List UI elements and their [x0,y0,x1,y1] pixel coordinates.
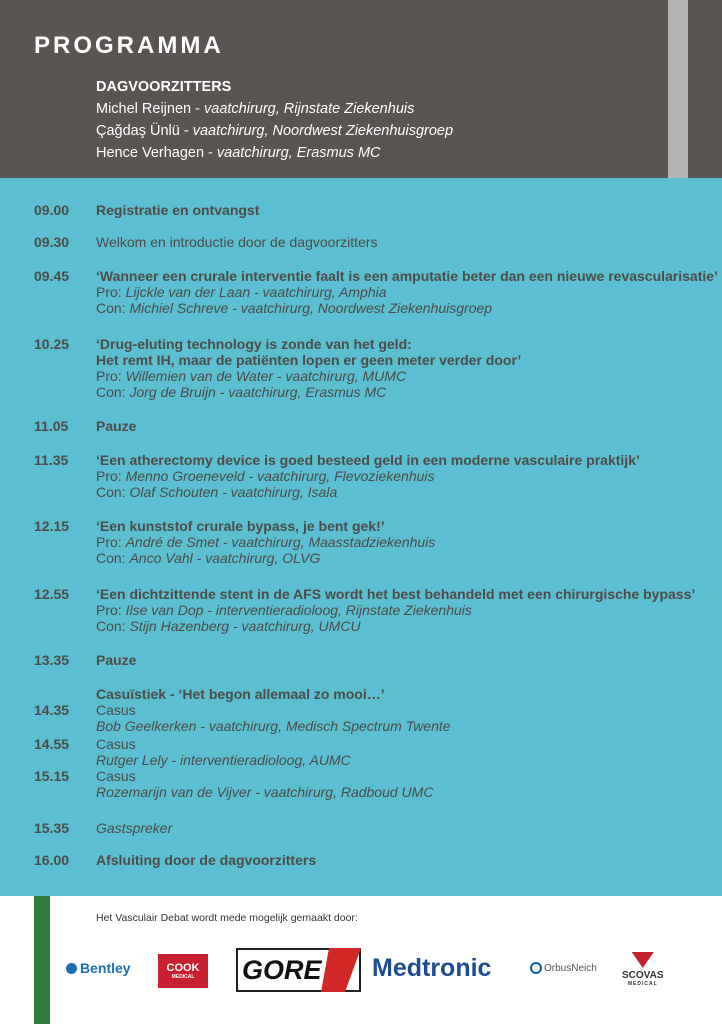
chair-role: vaatchirurg, Rijnstate Ziekenhuis [204,101,415,117]
pro-label: Pro: [96,368,122,384]
pro-speaker: Menno Groeneveld - vaatchirurg, Flevoziekenhuis [125,468,435,484]
gore-text: GORE [242,954,322,985]
con-label: Con: [96,384,126,400]
pro-line [96,602,706,618]
con-speaker: Jorg de Bruijn - vaatchirurg, Erasmus MC [129,384,387,400]
con-speaker: Olaf Schouten - vaatchirurg, Isala [129,484,338,500]
pro-speaker: Ilse van Dop - interventieradioloog, Rijnstate Ziekenhuis [125,602,472,618]
chair-name: Çağdaş Ünlü [96,123,180,139]
item-time: 12.55 [34,586,70,602]
pro-line [96,468,706,484]
cook-logo [158,954,208,988]
pro-speaker: André de Smet - vaatchirurg, Maasstadziekenhuis [125,534,436,550]
item-time: 14.35 [34,702,70,718]
case-label: Casus [96,736,136,752]
chairs-block [96,76,453,164]
header [0,0,722,178]
chair-item: Çağdaş Ünlü - vaatchirurg, Noordwest Ziekenhuisgroep [96,123,454,139]
chair-role: vaatchirurg, Erasmus MC [216,145,381,161]
item-title-line2: Het remt IH, maar de patiënten lopen er geen meter verder door’ [96,352,522,368]
pro-label: Pro: [96,284,122,300]
item-title: ‘Drug-eluting technology is zonde van het geld: [96,336,412,352]
pro-label: Pro: [96,602,122,618]
item-time: 09.45 [34,268,70,284]
bentley-text: Bentley [80,960,131,976]
pro-line [96,534,706,550]
con-label: Con: [96,618,126,634]
item-title: Pauze [96,418,137,434]
orbusneich-logo [530,962,597,974]
page-title: PROGRAMMA [34,32,224,59]
item-title: Afsluiting door de dagvoorzitters [96,852,317,868]
con-speaker: Anco Vahl - vaatchirurg, OLVG [129,550,321,566]
item-time: 13.35 [34,652,70,668]
con-speaker: Stijn Hazenberg - vaatchirurg, UMCU [129,618,361,634]
con-line [96,300,706,316]
case-speaker: Bob Geelkerken - vaatchirurg, Medisch Spectrum Twente [96,718,451,734]
item-time: 16.00 [34,852,70,868]
case-speaker: Rozemarijn van de Vijver - vaatchirurg, Radboud UMC [96,784,434,800]
gore-logo [236,948,361,992]
case-speaker: Rutger Lely - interventieradioloog, AUMC [96,752,351,768]
chair-name: Hence Verhagen [96,145,205,161]
gore-flag-icon [321,948,361,992]
chair-name: Michel Reijnen [96,101,192,117]
pro-label: Pro: [96,468,122,484]
case-header: Casuïstiek - ‘Het begon allemaal zo mooi…’ [96,686,385,702]
item-time: 11.05 [34,418,69,434]
item-title: ‘Een dichtzittende stent in de AFS wordt het best behandeld met een chirurgische bypass’ [96,586,696,602]
item-time: 10.25 [34,336,70,352]
case-label: Casus [96,768,136,784]
pro-speaker: Willemien van de Water - vaatchirurg, MUMC [125,368,407,384]
con-line [96,618,706,634]
item-title: Pauze [96,652,137,668]
scovas-mark-icon [632,952,654,968]
item-time: 09.00 [34,202,70,218]
cook-sub-text: MEDICAL [171,973,195,980]
medtronic-logo: Medtronic [372,954,492,982]
pro-label: Pro: [96,534,122,550]
item-title: ‘Een kunststof crurale bypass, je bent gek!’ [96,518,385,534]
con-line [96,384,706,400]
pro-line [96,368,706,384]
orbus-mark-icon [530,962,542,974]
case-label: Casus [96,702,136,718]
item-title: Welkom en introductie door de dagvoorzitters [96,234,378,250]
con-label: Con: [96,300,126,316]
chair-role: vaatchirurg, Noordwest Ziekenhuisgroep [192,123,454,139]
item-time: 15.15 [34,768,70,784]
con-speaker: Michiel Schreve - vaatchirurg, Noordwest Ziekenhuisgroep [129,300,493,316]
item-time: 11.35 [34,452,69,468]
pro-line [96,284,706,300]
chair-item: Michel Reijnen - vaatchirurg, Rijnstate Ziekenhuis [96,101,415,117]
item-time: 15.35 [34,820,70,836]
item-time: 09.30 [34,234,70,250]
item-time: 12.15 [34,518,70,534]
scovas-logo [622,952,664,987]
scovas-sub-text: MEDICAL [627,981,658,987]
program-section [0,178,722,896]
item-time: 14.55 [34,736,70,752]
item-title: ‘Wanneer een crurale interventie faalt is een amputatie beter dan een nieuwe revascularisatie’ [96,268,718,284]
header-stripe [668,0,688,178]
con-line [96,484,706,500]
item-title: ‘Een atherectomy device is goed besteed geld in een moderne vasculaire praktijk’ [96,452,640,468]
sponsor-text: Het Vasculair Debat wordt mede mogelijk gemaakt door: [96,912,358,924]
item-title: Registratie en ontvangst [96,202,260,218]
con-label: Con: [96,550,126,566]
footer-accent-bar [34,896,50,1024]
bentley-mark-icon [66,963,77,974]
sponsor-logos [60,944,710,1004]
chairs-label: DAGVOORZITTERS [96,79,232,95]
scovas-text: SCOVAS [622,970,664,981]
chair-item: Hence Verhagen - vaatchirurg, Erasmus MC [96,145,381,161]
pro-speaker: Lijckle van der Laan - vaatchirurg, Amphia [125,284,387,300]
item-title: Gastspreker [96,820,173,836]
con-line [96,550,706,566]
cook-text: COOK [166,961,200,974]
bentley-logo [66,960,131,976]
con-label: Con: [96,484,126,500]
orbus-text: OrbusNeich [544,962,597,974]
